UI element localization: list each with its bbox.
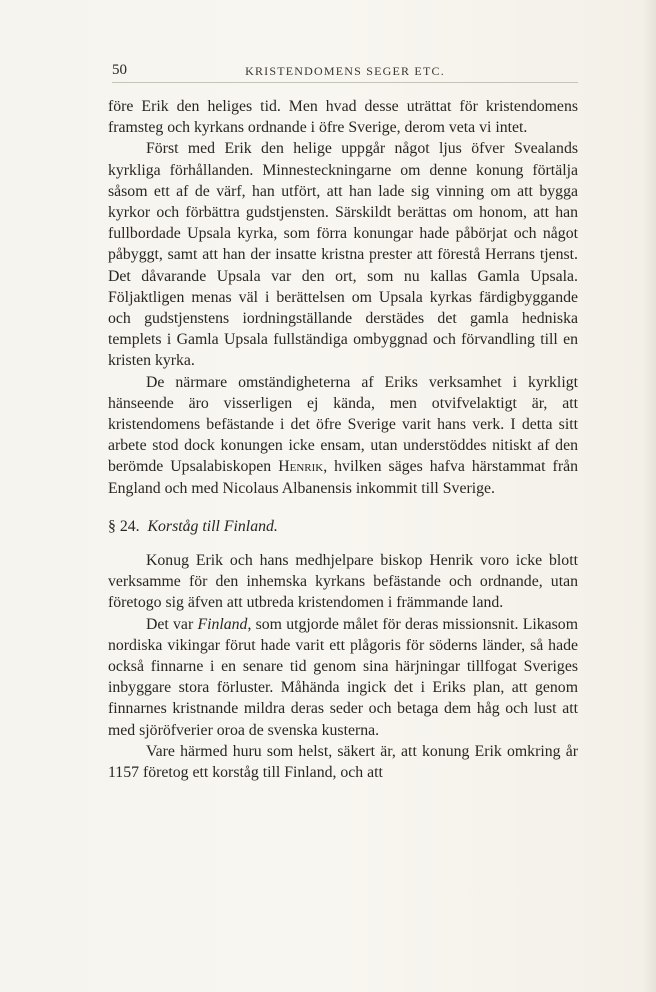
page-number: 50 bbox=[112, 62, 127, 78]
page-header bbox=[112, 60, 578, 83]
paragraph-korstag-1157: Vare härmed huru som helst, säkert är, att konung Erik omkring år 1157 företog ett korståg till Finland, och att bbox=[108, 742, 578, 782]
paragraph-finland-text-before: Det var bbox=[146, 615, 198, 633]
paragraph-henrik-text-before: De närmare omständigheterna af Eriks verksamhet i kyrkligt hänseende äro visserligen ej kända, men otvifvelaktigt är, att kristendomens befästande i det öfre Sverige varit hans verk. I detta sitt arbete stod dock konungen icke ensam, utan understöddes nitiskt af den berömde Upsalabiskopen bbox=[108, 373, 578, 476]
paragraph-finland bbox=[108, 614, 578, 741]
finland-italic: Finland bbox=[197, 615, 248, 633]
body-text bbox=[108, 96, 578, 783]
section-title: Korståg till Finland. bbox=[147, 517, 278, 535]
running-title: KRISTENDOMENS SEGER ETC. bbox=[245, 64, 445, 78]
paragraph-finland-text-after: , som utgjorde målet för deras missionsnit. Likasom nordiska vikingar förut hade varit ett plågoris för söderns länder, så hade också finnarne i en senare tid genom sina härjningar tillfogat Sveriges inbyggare stora förluster. Måhända ingick det i Eriks plan, att genom finnarnes kristnande mildra deras seder och betaga dem håg och lust att med sjöröfverier oroa de svenska kusterna. bbox=[108, 615, 578, 739]
page-edge-shadow bbox=[642, 0, 656, 992]
paragraph-henrik bbox=[108, 372, 578, 499]
section-number: § 24. bbox=[108, 517, 140, 535]
paragraph-henrik-text-after: , hvilken säges hafva härstammat från England och med Nicolaus Albanensis inkommit till Sverige. bbox=[108, 458, 578, 497]
name-henrik: Henrik bbox=[278, 458, 324, 476]
section-heading bbox=[108, 516, 578, 537]
paragraph-erik-upsala: Först med Erik den helige uppgår något ljus öfver Svealands kyrkliga förhållanden. Minnesteckningarne om denne konung förtälja såsom ett af de värf, han utfört, att han lade sig vinning om att bygga kyrkor och förbättra gudstjensten. Särskildt berättas om honom, att han fullbordade Upsala kyrka, som förra konungar hade påbörjat och något påbyggt, samt att han der insatte kristna prester att förestå Herrans tjenst. Det dåvarande Upsala var den ort, som nu kallas Gamla Upsala. Följaktligen menas väl i berättelsen om Upsala kyrkas färdigbyggande och gudstjenstens iordningställande derstädes det gamla hedniska templets i Gamla Upsala fullständiga ombyggnad och förvandling till en kristen kyrka. bbox=[108, 140, 578, 370]
paragraph-korstag-intro: Konug Erik och hans medhjelpare biskop Henrik voro icke blott verksamme för den inhemska kyrkans befästande och ordnande, utan företogo sig äfven att utbreda kristendomen i främmande land. bbox=[108, 552, 578, 612]
paragraph-continuation: före Erik den heliges tid. Men hvad desse uträttat för kristendomens framsteg och kyrkans ordnande i öfre Sverige, derom veta vi intet. bbox=[108, 98, 578, 137]
